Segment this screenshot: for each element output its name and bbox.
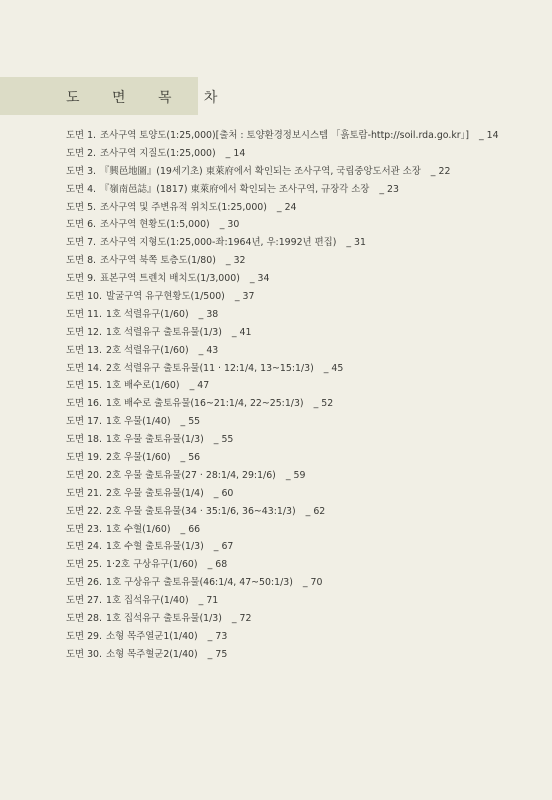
toc-entry-page: 32 [233,255,246,267]
toc-entry-title: 소형 목주혈군2(1/40) [106,648,198,660]
toc-entry-page: 70 [310,577,323,589]
toc-entry-title: 1·2호 구상유구(1/60) [106,559,198,571]
toc-entry-number: 도면 7. [66,237,97,249]
toc-entry-number: 도면 30. [66,648,103,660]
toc-entry [66,538,536,556]
toc-entry [66,252,536,270]
toc-entry-number: 도면 21. [66,487,103,499]
toc-entry-number: 도면 25. [66,559,103,571]
toc-entry-title: 조사구역 토양도(1:25,000)[출처 : 토양환경정보시스템 「흙토람-http://soil.rda.go.kr」] [100,130,469,141]
toc-entry-separator: _ [231,326,237,338]
toc-entry-number: 도면 11. [66,308,103,320]
toc-entry-title: 1호 구상유구 출토유물(46:1/4, 47~50:1/3) [106,577,293,589]
toc-entry-number: 도면 2. [66,147,97,159]
toc-entry-number: 도면 27. [66,595,103,607]
toc-entry-page: 71 [206,595,219,607]
toc-entry-separator: _ [225,255,231,267]
toc-entry-title: 2호 석렬유구 출토유물(11 · 12:1/4, 13~15:1/3) [106,362,314,374]
toc-entry-separator: _ [180,523,186,535]
toc-entry-number: 도면 19. [66,452,103,464]
toc-entry-separator: _ [198,595,204,607]
toc-entry-title: 조사구역 지형도(1:25,000-좌:1964년, 우:1992년 편집) [100,237,337,249]
toc-entry-separator: _ [234,291,240,303]
toc-entry [66,485,536,503]
toc-entry-page: 34 [257,273,270,285]
toc-entry-number: 도면 26. [66,577,103,589]
toc-entry-page: 23 [387,183,399,195]
toc-entry-title: 1호 배수로(1/60) [106,380,180,392]
toc-entry-number: 도면 20. [66,469,103,481]
toc-entry [66,521,536,539]
toc-entry-title: 1호 수혈(1/60) [106,523,171,535]
toc-entry-separator: _ [207,559,213,571]
toc-entry-number: 도면 12. [66,326,103,338]
toc-entry-separator: _ [276,201,282,213]
toc-entry-page: 37 [242,291,255,303]
toc-entry-title: 2호 우물 출토유물(34 · 35:1/6, 36~43:1/3) [106,505,296,517]
toc-entry-title: 1호 집석유구 출토유물(1/3) [106,613,222,625]
toc-entry [66,449,536,467]
toc-entry-number: 도면 4. [66,183,97,195]
toc-entry-page: 30 [227,219,240,231]
toc-entry-separator: _ [207,648,213,660]
toc-entry-title: 조사구역 및 주변유적 위치도(1:25,000) [100,201,267,213]
toc-entry-separator: _ [207,630,213,642]
toc-entry-separator: _ [430,165,436,177]
toc-entry-page: 68 [215,559,228,571]
toc-entry-separator: _ [231,613,237,625]
toc-entry-separator: _ [346,237,352,249]
toc-entry-separator: _ [213,434,219,446]
toc-entry-title: 1호 수혈 출토유물(1/3) [106,541,204,553]
toc-entry-number: 도면 18. [66,434,103,446]
toc-entry-separator: _ [323,362,329,374]
toc-entry-page: 59 [293,469,306,481]
toc-entry-separator: _ [189,380,195,392]
toc-entry-separator: _ [213,487,219,499]
toc-entry [66,306,536,324]
toc-entry-number: 도면 6. [66,219,97,231]
toc-entry [66,324,536,342]
toc-entry [66,431,536,449]
toc-entry-page: 45 [331,362,344,374]
toc-entry [66,574,536,592]
toc-entry [66,646,536,664]
toc-entry-separator: _ [313,398,319,410]
toc-entry-separator: _ [225,147,231,159]
toc-entry-number: 도면 9. [66,273,97,285]
toc-entry-page: 67 [221,541,234,553]
toc-entry [66,592,536,610]
toc-entry-page: 38 [206,308,219,320]
toc-entry-title: 조사구역 현황도(1:5,000) [100,219,210,231]
toc-list [66,127,536,664]
toc-entry-title: 『嶺南邑誌』(1817) 東萊府에서 확인되는 조사구역, 규장각 소장 [100,183,370,195]
toc-entry-title: 발굴구역 유구현황도(1/500) [106,291,225,303]
toc-entry-title: 표본구역 트렌치 배치도(1/3,000) [100,273,240,285]
toc-entry-page: 60 [221,487,234,499]
toc-heading-band [0,77,232,115]
toc-entry [66,628,536,646]
toc-entry-number: 도면 17. [66,416,103,428]
toc-entry-page: 31 [354,237,366,249]
toc-entry-title: 조사구역 지질도(1:25,000) [100,147,216,159]
toc-entry [66,342,536,360]
toc-entry-number: 도면 22. [66,505,103,517]
toc-entry-page: 72 [239,613,252,625]
toc-entry-number: 도면 3. [66,165,97,177]
toc-entry-page: 66 [188,523,201,535]
toc-entry [66,467,536,485]
toc-entry-separator: _ [379,183,385,195]
toc-entry-page: 56 [188,452,201,464]
toc-entry-page: 62 [313,505,326,517]
toc-entry [66,377,536,395]
toc-entry-page: 22 [438,165,451,177]
toc-entry-number: 도면 10. [66,291,103,303]
toc-entry-number: 도면 23. [66,523,103,535]
toc-entry-title: 소형 목주열군1(1/40) [106,630,198,642]
toc-entry-separator: _ [180,452,186,464]
toc-entry-separator: _ [302,577,308,589]
toc-entry [66,234,536,252]
toc-entry-number: 도면 29. [66,630,103,642]
toc-entry-page: 14 [233,147,246,159]
toc-entry-number: 도면 8. [66,255,97,267]
toc-entry-separator: _ [285,469,291,481]
toc-entry-separator: _ [198,308,204,320]
toc-entry [66,503,536,521]
toc-entry [66,199,536,217]
toc-entry-title: 조사구역 북쪽 토층도(1/80) [100,255,216,267]
toc-entry-separator: _ [219,219,225,231]
toc-entry-separator: _ [180,416,186,428]
toc-entry-number: 도면 14. [66,362,103,374]
toc-entry-title: 1호 우물(1/40) [106,416,171,428]
toc-entry-separator: _ [249,273,255,285]
toc-entry [66,413,536,431]
toc-entry-number: 도면 13. [66,344,103,356]
toc-entry-title: 1호 석렬유구 출토유물(1/3) [106,326,222,338]
toc-entry [66,556,536,574]
toc-entry [66,127,536,145]
toc-entry-separator: _ [213,541,219,553]
toc-entry-number: 도면 15. [66,380,103,392]
toc-entry-title: 1호 집석유구(1/40) [106,595,189,607]
toc-entry-page: 52 [321,398,334,410]
toc-entry-title: 1호 우물 출토유물(1/3) [106,434,204,446]
toc-entry-page: 75 [215,648,228,660]
toc-entry-page: 55 [221,434,234,446]
toc-entry-page: 73 [215,630,228,642]
toc-entry [66,395,536,413]
toc-entry-number: 도면 1. [66,130,97,141]
toc-entry [66,216,536,234]
toc-entry [66,288,536,306]
toc-heading: 도 면 목 차 [66,90,232,106]
toc-entry-number: 도면 28. [66,613,103,625]
toc-entry-number: 도면 5. [66,201,97,213]
toc-entry-page: 24 [284,201,297,213]
toc-entry-title: 1호 배수로 출토유물(16~21:1/4, 22~25:1/3) [106,398,304,410]
toc-entry-page: 47 [197,380,210,392]
toc-entry [66,181,536,199]
toc-entry-page: 14 [486,130,499,141]
toc-entry-title: 2호 석렬유구(1/60) [106,344,189,356]
toc-entry-page: 43 [206,344,219,356]
toc-entry [66,270,536,288]
toc-entry [66,163,536,181]
toc-entry-page: 55 [188,416,201,428]
toc-entry-title: 2호 우물 출토유물(1/4) [106,487,204,499]
toc-entry-separator: _ [305,505,311,517]
toc-entry-number: 도면 24. [66,541,103,553]
toc-entry-number: 도면 16. [66,398,103,410]
toc-entry-separator: _ [198,344,204,356]
toc-entry-title: 1호 석렬유구(1/60) [106,308,189,320]
toc-entry-separator: _ [478,130,484,141]
toc-entry [66,360,536,378]
toc-entry [66,610,536,628]
toc-entry [66,145,536,163]
toc-entry-title: 『興邑地圖』(19세기초) 東萊府에서 확인되는 조사구역, 국립중앙도서관 소장 [100,165,421,177]
toc-entry-title: 2호 우물(1/60) [106,452,171,464]
toc-entry-title: 2호 우물 출토유물(27 · 28:1/4, 29:1/6) [106,469,276,481]
toc-entry-page: 41 [239,326,252,338]
